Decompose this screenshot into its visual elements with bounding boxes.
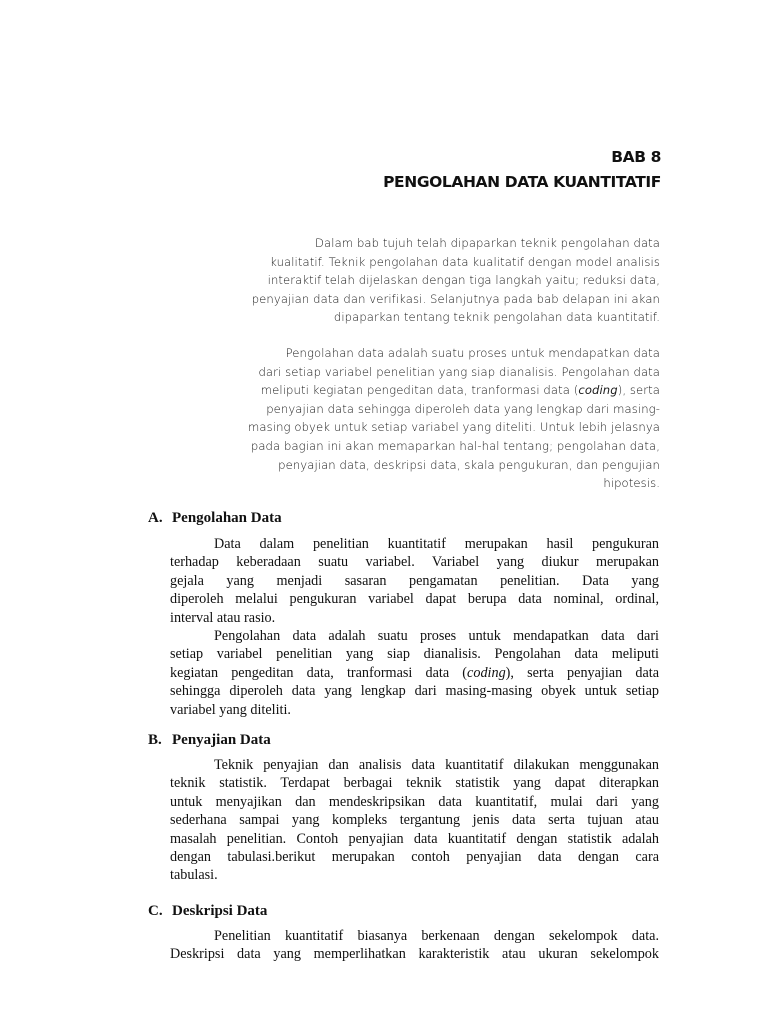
body-line: Data dalam penelitian kuantitatif merupakan hasil pengukuran — [214, 536, 659, 552]
body-line: diperoleh melalui pengukuran variabel dapat berupa data nominal, ordinal, — [170, 591, 659, 608]
body-line: Teknik penyajian dan analisis data kuantitatif dilakukan menggunakan — [214, 757, 659, 773]
body-line: dengan tabulasi.berikut merupakan contoh penyajian data dengan cara — [170, 849, 659, 866]
body-line: sederhana sampai yang kompleks tergantung jenis data serta tujuan atau — [170, 812, 659, 829]
chapter-header — [383, 145, 661, 195]
section-c-body — [170, 927, 659, 964]
section-letter: B. — [148, 732, 162, 748]
abstract-paragraph-2 — [150, 344, 660, 493]
section-title: Deskripsi Data — [172, 903, 268, 919]
body-line: setiap variabel penelitian yang siap dianalisis. Pengolahan data meliputi — [170, 646, 659, 663]
section-letter: C. — [148, 903, 163, 919]
section-c-heading — [148, 902, 267, 920]
body-line: interval atau rasio. — [170, 609, 276, 626]
body-line: untuk menyajikan dan mendeskripsikan data kuantitatif, mulai dari yang — [170, 793, 659, 810]
abstract-line: pada bagian ini akan memaparkan hal-hal tentang; pengolahan data, — [250, 438, 660, 453]
section-letter: A. — [148, 510, 163, 526]
body-line: tabulasi. — [170, 867, 218, 884]
body-line: gejala yang menjadi sasaran pengamatan penelitian. Data yang — [170, 572, 659, 589]
abstract-line: dari setiap variabel penelitian yang siap dianalisis. Pengolahan data — [258, 364, 660, 379]
body-line: sehingga diperoleh data yang lengkap dari masing-masing obyek untuk setiap — [170, 683, 659, 700]
section-b-body — [170, 756, 659, 885]
section-b-heading — [148, 731, 271, 749]
italic-term: coding — [578, 383, 618, 398]
body-line: Deskripsi data yang memperlihatkan karakteristik atau ukuran sekelompok — [170, 946, 659, 963]
abstract-line: Pengolahan data adalah suatu proses untuk mendapatkan data — [285, 346, 660, 360]
section-title: Penyajian Data — [172, 732, 271, 748]
abstract-line: Dalam bab tujuh telah dipaparkan teknik pengolahan data — [315, 236, 660, 250]
abstract-line: interaktif telah dijelaskan dengan tiga langkah yaitu; reduksi data, — [267, 273, 660, 288]
abstract-line: penyajian data dan verifikasi. Selanjutnya pada bab delapan ini akan — [251, 291, 660, 306]
italic-term: coding — [467, 664, 506, 681]
abstract-paragraph-1 — [150, 234, 660, 327]
abstract-line: penyajian data, deskripsi data, skala pengukuran, dan pengujian — [278, 457, 660, 472]
body-line: Penelitian kuantitatif biasanya berkenaan dengan sekelompok data. — [214, 928, 659, 944]
section-a-body — [170, 535, 659, 719]
body-line: terhadap keberadaan suatu variabel. Variabel yang diukur merupakan — [170, 554, 659, 571]
body-line: variabel yang diteliti. — [170, 701, 291, 718]
abstract-line: masing obyek untuk setiap variabel yang diteliti. Untuk lebih jelasnya — [248, 420, 660, 435]
abstract-line: meliputi kegiatan pengeditan data, tranformasi data (coding), serta — [260, 383, 660, 398]
body-line: Pengolahan data adalah suatu proses untuk mendapatkan data dari — [214, 628, 659, 645]
chapter-number: BAB 8 — [611, 148, 661, 166]
body-line: teknik statistik. Terdapat berbagai teknik statistik yang dapat diterapkan — [170, 775, 659, 792]
abstract-line: dipaparkan tentang teknik pengolahan data kuantitatif. — [333, 310, 660, 325]
abstract-line: hipotesis. — [603, 476, 660, 491]
section-title: Pengolahan Data — [172, 510, 282, 526]
abstract-line: kualitatif. Teknik pengolahan data kualitatif dengan model analisis — [270, 254, 660, 269]
body-line: masalah penelitian. Contoh penyajian data kuantitatif dengan statistik adalah — [170, 830, 659, 847]
section-a-heading — [148, 509, 282, 527]
abstract-line: penyajian data sehingga diperoleh data yang lengkap dari masing- — [266, 401, 660, 416]
chapter-title: PENGOLAHAN DATA KUANTITATIF — [383, 173, 661, 191]
body-line: kegiatan pengeditan data, tranformasi data (coding), serta penyajian data — [170, 664, 659, 681]
